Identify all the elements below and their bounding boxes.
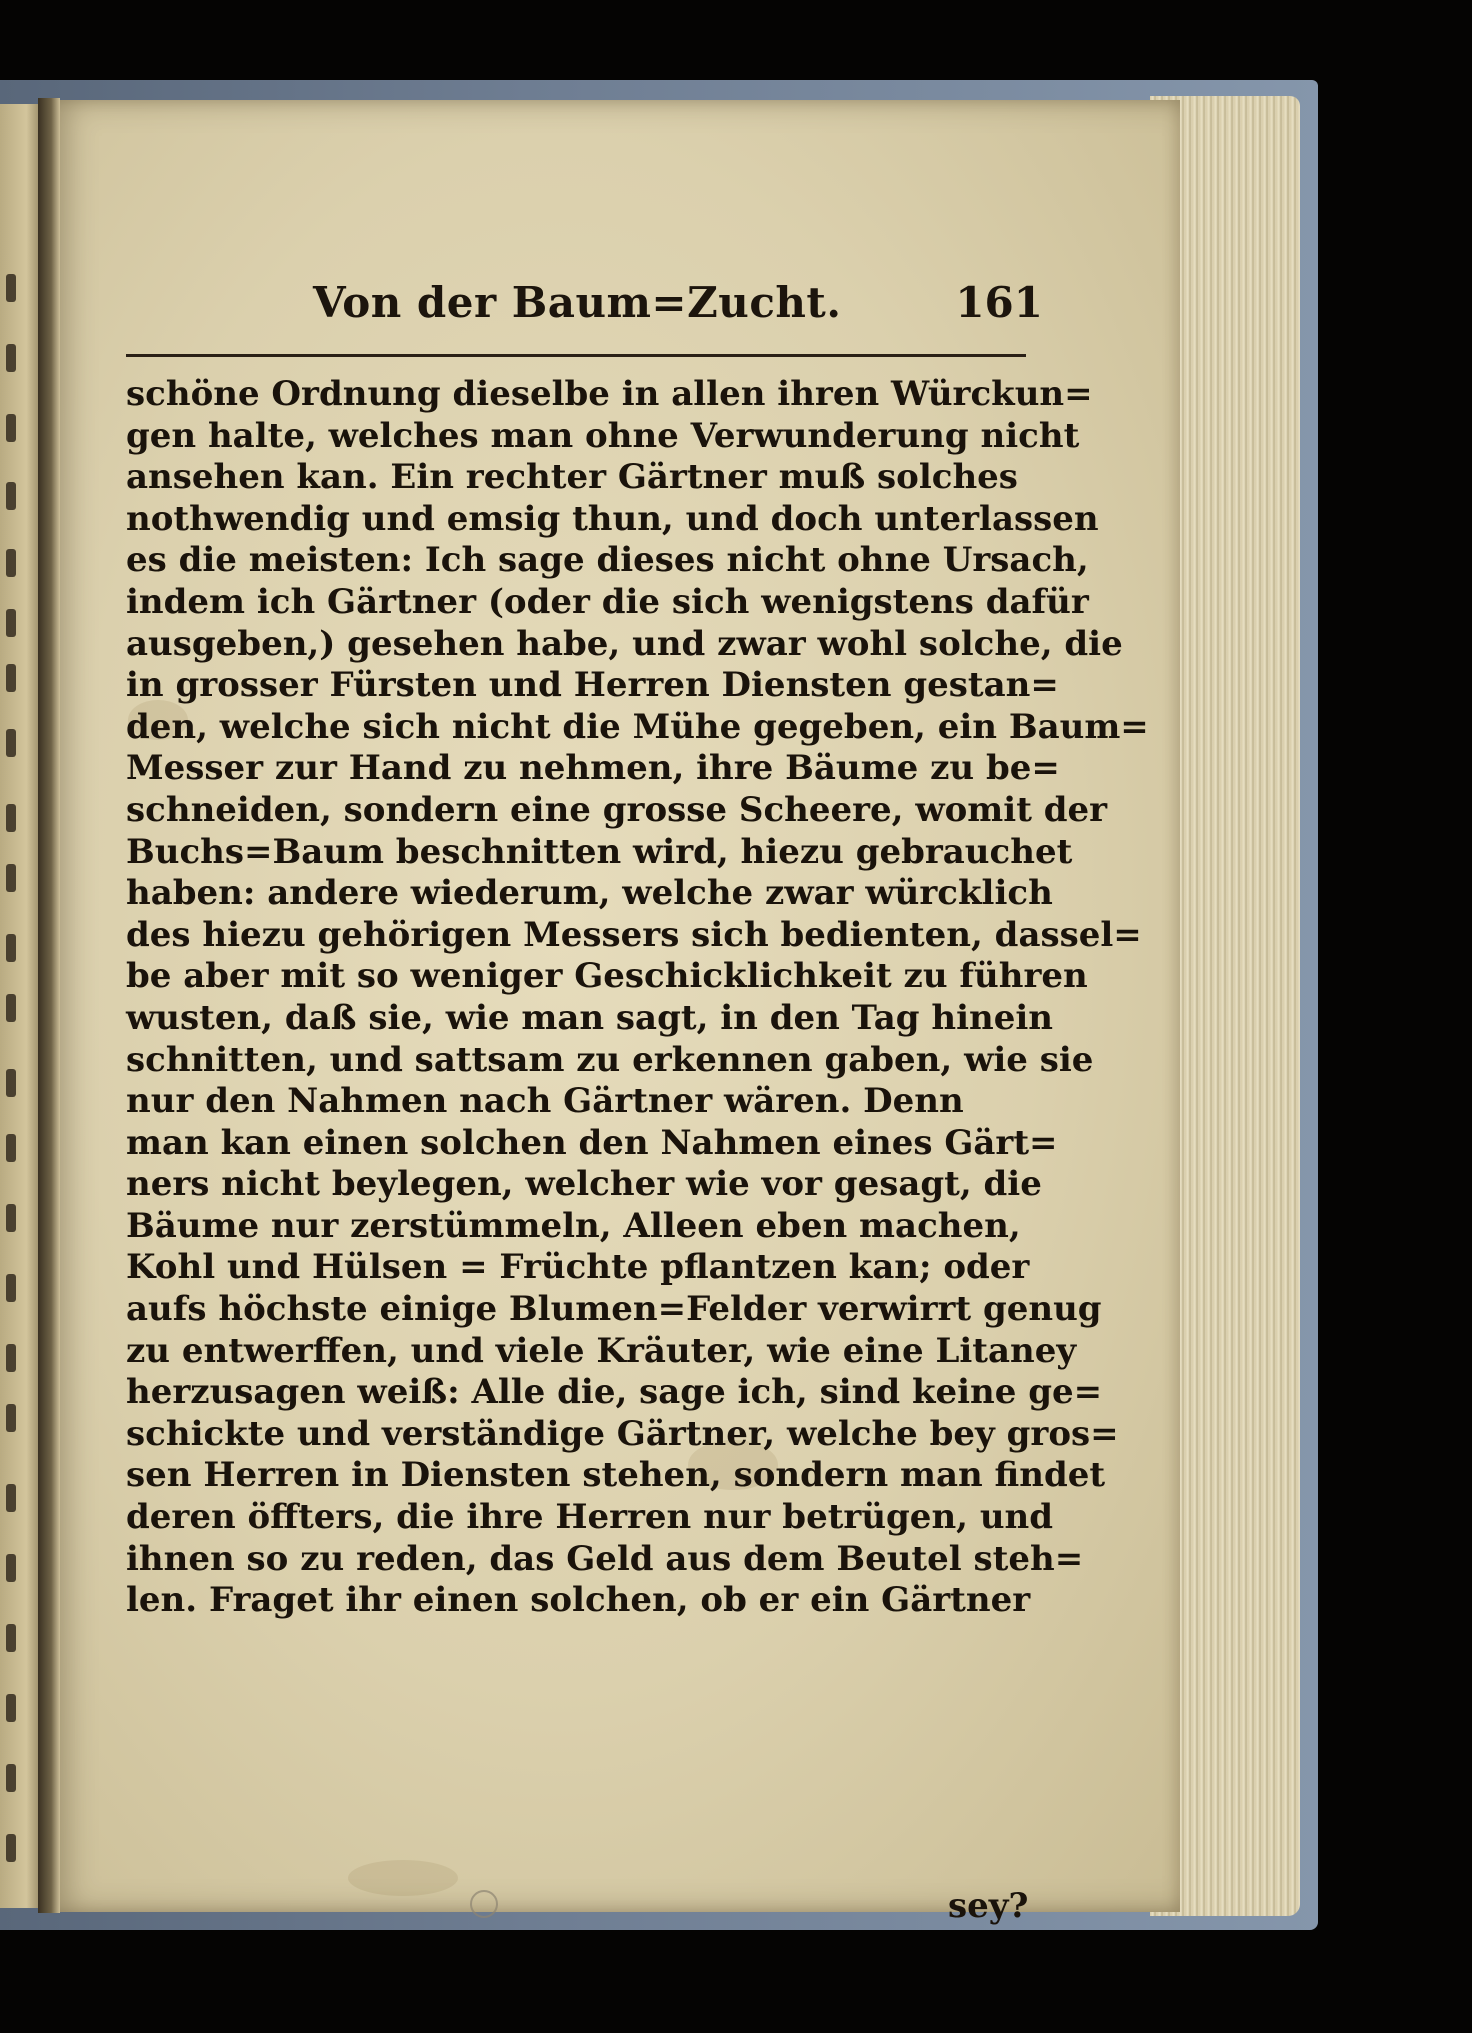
- page-title: Von der Baum=Zucht.: [313, 278, 842, 327]
- text-line: ansehen kan. Ein rechter Gärtner muß solches: [126, 457, 1018, 498]
- book-gutter: [38, 98, 60, 1913]
- text-line: Messer zur Hand zu nehmen, ihre Bäume zu be=: [126, 748, 1060, 789]
- catchword: sey?: [948, 1886, 1029, 1926]
- text-line: haben: andere wiederum, welche zwar würcklich: [126, 873, 1053, 914]
- text-line: man kan einen solchen den Nahmen eines Gärt=: [126, 1122, 1058, 1163]
- text-line: zu entwerffen, und viele Kräuter, wie eine Litaney: [126, 1330, 1077, 1371]
- text-line: aufs höchste einige Blumen=Felder verwirrt genug: [126, 1289, 1102, 1330]
- text-line: nur den Nahmen nach Gärtner wären. Denn: [126, 1081, 964, 1122]
- text-line: schickte und verständige Gärtner, welche bey gros=: [126, 1413, 1119, 1454]
- header-rule: [126, 354, 1026, 357]
- text-line: den, welche sich nicht die Mühe gegeben, ein Baum=: [126, 706, 1149, 747]
- text-line: herzusagen weiß: Alle die, sage ich, sind keine ge=: [126, 1372, 1103, 1413]
- text-line: nothwendig und emsig thun, und doch unterlassen: [126, 498, 1099, 539]
- text-line: len. Fraget ihr einen solchen, ob er ein Gärtner: [126, 1580, 1031, 1621]
- text-line: ausgeben,) gesehen habe, und zwar wohl solche, die: [126, 623, 1123, 664]
- text-line: Kohl und Hülsen = Früchte pflantzen kan; oder: [126, 1247, 1030, 1288]
- text-line: in grosser Fürsten und Herren Diensten gestan=: [126, 665, 1059, 706]
- text-line: schöne Ordnung dieselbe in allen ihren Würckun=: [126, 374, 1093, 414]
- right-page: [48, 100, 1180, 1926]
- text-line: ihnen so zu reden, das Geld aus dem Beutel steh=: [126, 1538, 1084, 1579]
- text-line: sen Herren in Diensten stehen, sondern man findet: [126, 1455, 1106, 1496]
- text-line: Bäume nur zerstümmeln, Alleen eben machen,: [126, 1205, 1021, 1246]
- text-line: ners nicht beylegen, welcher wie vor gesagt, die: [126, 1164, 1042, 1205]
- text-line: schnitten, und sattsam zu erkennen gaben, wie sie: [126, 1039, 1094, 1080]
- text-line: wusten, daß sie, wie man sagt, in den Tag hinein: [126, 997, 1053, 1038]
- text-line: deren öffters, die ihre Herren nur betrügen, und: [126, 1497, 1054, 1538]
- paper-stain: [348, 1860, 458, 1896]
- text-line: des hiezu gehörigen Messers sich bedienten, dassel=: [126, 914, 1142, 955]
- text-line: es die meisten: Ich sage dieses nicht ohne Ursach,: [126, 540, 1089, 581]
- text-line: indem ich Gärtner (oder die sich wenigstens dafür: [126, 581, 1089, 622]
- library-stamp: [470, 1890, 498, 1918]
- page-number: 161: [955, 278, 1043, 327]
- running-header: [313, 278, 1043, 348]
- text-line: schneiden, sondern eine grosse Scheere, womit der: [126, 789, 1108, 830]
- text-line: be aber mit so weniger Geschicklichkeit zu führen: [126, 956, 1088, 997]
- body-text: [126, 374, 1149, 1622]
- text-line: gen halte, welches man ohne Verwunderung nicht: [126, 415, 1080, 456]
- text-line: Buchs=Baum beschnitten wird, hiezu gebrauchet: [126, 831, 1073, 872]
